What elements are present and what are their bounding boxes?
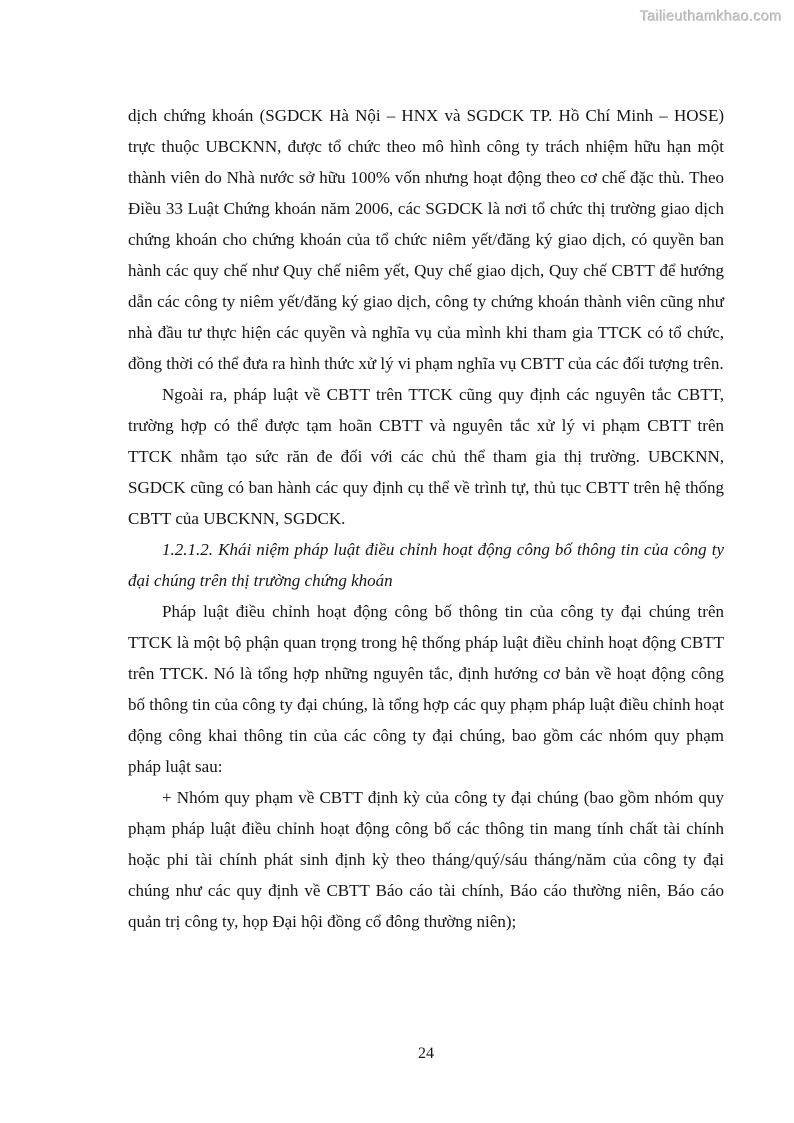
paragraph-definition: Pháp luật điều chỉnh hoạt động công bố thông tin của công ty đại chúng trên TTCK là một bộ phận quan trọng trong hệ thống pháp luật điều chỉnh hoạt động CBTT trên TTCK. Nó là tổng hợp những nguyên tắc, định hướng cơ bản về hoạt động công bố thông tin của công ty đại chúng, là tổng hợp các quy phạm pháp luật điều chỉnh hoạt động công khai thông tin của các công ty đại chúng, bao gồm các nhóm quy phạm pháp luật sau:	[128, 602, 724, 776]
page-body	[128, 100, 724, 937]
section-heading: 1.2.1.2. Khái niệm pháp luật điều chỉnh hoạt động công bố thông tin của công ty đại chúng trên thị trường chứng khoán	[128, 540, 724, 590]
watermark: Tailieuthamkhao.com	[640, 9, 782, 25]
paragraph-continuation: dịch chứng khoán (SGDCK Hà Nội – HNX và SGDCK TP. Hồ Chí Minh – HOSE) trực thuộc UBCKNN, được tổ chức theo mô hình công ty trách nhiệm hữu hạn một thành viên do Nhà nước sở hữu 100% vốn nhưng hoạt động theo cơ chế đặc thù. Theo Điều 33 Luật Chứng khoán năm 2006, các SGDCK là nơi tổ chức thị trường giao dịch chứng khoán cho chứng khoán của tổ chức niêm yết/đăng ký giao dịch, có quyền ban hành các quy chế như Quy chế niêm yết, Quy chế giao dịch, Quy chế CBTT để hướng dẫn các công ty niêm yết/đăng ký giao dịch, công ty chứng khoán thành viên cũng như nhà đầu tư thực hiện các quyền và nghĩa vụ của mình khi tham gia TTCK có tổ chức, đồng thời có thể đưa ra hình thức xử lý vi phạm nghĩa vụ CBTT của các đối tượng trên.	[128, 106, 724, 373]
list-item-periodic-disclosure: + Nhóm quy phạm về CBTT định kỳ của công ty đại chúng (bao gồm nhóm quy phạm pháp luật điều chỉnh hoạt động công bố các thông tin mang tính chất tài chính hoặc phi tài chính phát sinh định kỳ theo tháng/quý/sáu tháng/năm của công ty đại chúng như các quy định về CBTT Báo cáo tài chính, Báo cáo thường niên, Báo cáo quản trị công ty, họp Đại hội đồng cổ đông thường niên);	[128, 788, 724, 931]
paragraph-principles: Ngoài ra, pháp luật về CBTT trên TTCK cũng quy định các nguyên tắc CBTT, trường hợp có thể được tạm hoãn CBTT và nguyên tắc xử lý vi phạm CBTT trên TTCK nhằm tạo sức răn đe đối với các chủ thể tham gia thị trường. UBCKNN, SGDCK cũng có ban hành các quy định cụ thể về trình tự, thủ tục CBTT trên hệ thống CBTT của UBCKNN, SGDCK.	[128, 385, 724, 528]
page-number: 24	[418, 1045, 434, 1062]
